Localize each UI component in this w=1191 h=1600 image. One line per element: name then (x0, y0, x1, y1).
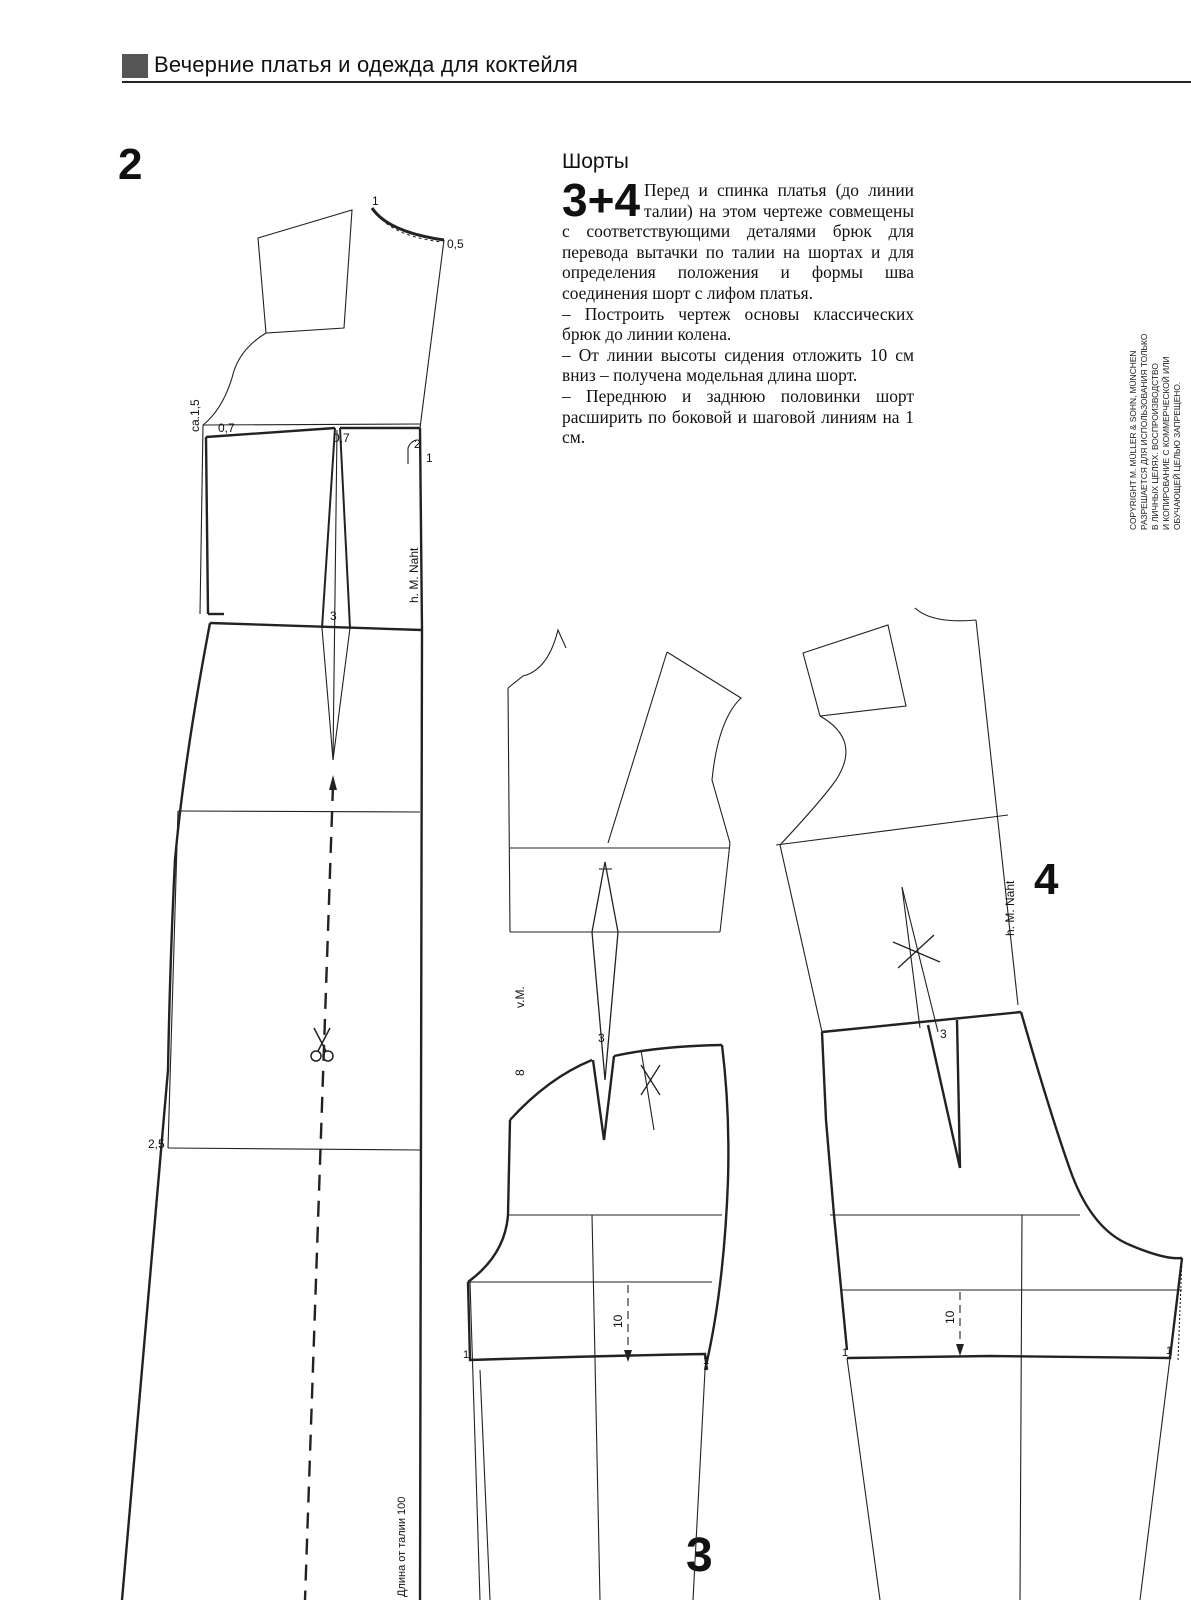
label-v-m: v.M. (513, 986, 527, 1008)
back-side-upper (780, 845, 822, 1032)
cross-mark (898, 935, 934, 968)
back-shorts-dart-right (957, 1020, 960, 1168)
back-dart-right (902, 887, 920, 1028)
label-10-back: 10 (943, 1310, 957, 1324)
label-1-back-inseam: 1 (1166, 1345, 1173, 1357)
front-side-upper (720, 843, 730, 932)
front-inseam-guide (470, 1282, 480, 1600)
label-dart-3: 3 (330, 609, 337, 623)
bodice-dart-right (340, 428, 350, 628)
paragraph-4: – Переднюю и заднюю половинки шорт расширить по боковой и шаговой линиям на 1 см. (562, 385, 914, 448)
section-title: Шорты (562, 150, 629, 173)
copyright-line: И КОПИРОВАНИЕ С КОММЕРЧЕСКОЙ ИЛИ (1161, 356, 1171, 530)
grain-line (305, 785, 333, 1600)
label-8: 8 (513, 1069, 527, 1076)
center-back-upper (420, 240, 444, 428)
label-2: 2 (414, 437, 421, 451)
front-crease-line (592, 1215, 600, 1600)
label-ca-1-5: ca.1,5 (188, 399, 202, 432)
knee-line (168, 1148, 420, 1150)
front-shorts-dart-left (593, 1060, 604, 1140)
back-shorts-pattern (776, 608, 1182, 1600)
figure-number-3: 3 (686, 1529, 713, 1582)
label-1-side: 1 (426, 451, 433, 465)
label-2-5: 2,5 (148, 1137, 165, 1151)
label-h-m-naht: h. M. Naht (407, 547, 421, 603)
copyright-line: COPYRIGHT M. MÜLLER & SOHN, MÜNCHEN (1128, 350, 1138, 530)
skirt-center-line (420, 630, 422, 1600)
hip-line (178, 811, 420, 812)
back-side-leg (847, 1358, 880, 1600)
label-10: 10 (611, 1314, 625, 1328)
bodice-dart-left (322, 428, 335, 628)
copyright-line: ОБУЧАЮЩЕЙ ЦЕЛЬЮ ЗАПРЕЩЕНО. (1172, 381, 1182, 530)
figure-number-4: 4 (1034, 855, 1059, 904)
neckline (372, 208, 444, 240)
waist-line (210, 623, 422, 630)
copyright-line: В ЛИЧНЫХ ЦЕЛЯХ. ВОСПРОИЗВОДСТВО (1150, 363, 1160, 530)
front-side-leg (693, 1370, 705, 1600)
back-center-line (976, 620, 1018, 1005)
skirt-side-seam (122, 623, 210, 1600)
label-1-back-side: 1 (842, 1347, 849, 1359)
back-shorts-dart-left (928, 1025, 960, 1168)
front-neckline (508, 630, 566, 688)
back-shoulder-piece (803, 625, 906, 716)
front-shorts-labels (463, 986, 709, 1367)
back-shorts-labels (842, 880, 1172, 1359)
front-center-line (508, 688, 510, 932)
label-0-7-right: 0,7 (333, 431, 350, 445)
back-shorts-side-seam (822, 1032, 847, 1350)
label-length-note: Длина от талии 100 (396, 1496, 408, 1597)
paragraph-2: – Построить чертеж основы классических брюк до линии колена. (562, 303, 914, 345)
front-long-dart (592, 862, 618, 1080)
dress-pattern (122, 208, 444, 1600)
waist-guide-line (203, 424, 420, 425)
label-h-m-naht-back: h. M. Naht (1003, 880, 1017, 936)
back-armhole (780, 716, 846, 845)
label-1-inseam: 1 (463, 1349, 470, 1361)
front-shorts-waist-right (614, 1045, 722, 1056)
label-0-5: 0,5 (447, 237, 464, 251)
front-shorts-hem (468, 1282, 710, 1370)
back-shorts-crotch (1021, 1012, 1182, 1258)
back-shorts-hem (847, 1258, 1182, 1358)
paragraph-3: – От линии высоты сидения отложить 10 см вниз – получена модельная длина шорт. (562, 344, 914, 386)
back-bust-line (776, 815, 1008, 845)
front-shorts-pattern (468, 630, 741, 1600)
back-inseam-leg (1140, 1358, 1170, 1600)
front-shorts-crotch (468, 1120, 510, 1282)
skirt-dart-right (333, 628, 350, 760)
paragraph-1-text: Перед и спинка платья (до линии талии) на этом чертеже совмещены с соответствующими деталями брюк для перевода вытачки по талии на шортах и для определения положения и формы шва соединения шорт с лифом платья. (562, 180, 914, 303)
scissors-icon (311, 1028, 333, 1061)
grain-arrow-icon (329, 775, 337, 790)
front-inseam-leg (480, 1370, 490, 1600)
bodice-side-left (206, 437, 208, 614)
back-arrow-icon (956, 1344, 964, 1356)
shoulder-piece (258, 210, 352, 333)
label-0-7-left: 0,7 (218, 421, 235, 435)
step-number: 3+4 (562, 174, 641, 226)
figure-number-2: 2 (118, 140, 143, 189)
skirt-dart-left (322, 628, 333, 760)
label-back-dart-3: 3 (940, 1027, 947, 1041)
front-small-dart (641, 1050, 654, 1130)
label-1: 1 (372, 194, 379, 208)
label-front-dart-3: 3 (598, 1031, 605, 1045)
bodice-side-guide (200, 425, 203, 614)
front-shoulder-armhole (667, 652, 741, 843)
armhole (203, 333, 266, 425)
front-shorts-waist-left (510, 1060, 592, 1120)
back-waist-line (822, 1012, 1021, 1032)
front-shoulder-line (608, 652, 667, 843)
back-crease-line (1020, 1215, 1022, 1600)
page-title: Вечерние платья и одежда для коктейля (154, 52, 579, 77)
dress-labels (148, 194, 464, 1597)
dart-center-line (333, 430, 337, 760)
label-1-side-front: 1 (703, 1355, 710, 1367)
copyright-line: РАЗРЕШАЕТСЯ ДЛЯ ИСПОЛЬЗОВАНИЯ ТОЛЬКО (1139, 333, 1149, 530)
back-neckline (915, 608, 976, 621)
front-shorts-side-seam (705, 1045, 728, 1370)
